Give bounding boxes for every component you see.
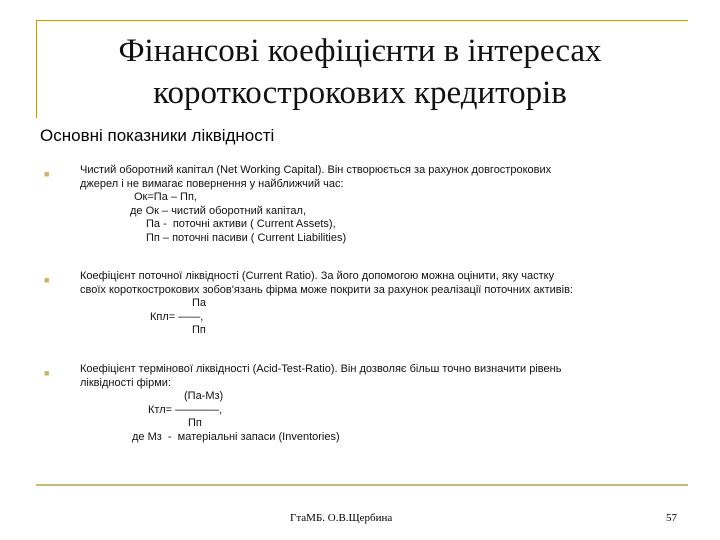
slide-title-line-2: короткострокових кредиторів: [153, 75, 567, 111]
bullet-square-icon: ■: [44, 169, 50, 179]
footer-author: ГтаМБ. О.В.Щербина: [290, 512, 393, 524]
frame-left-line: [36, 20, 37, 118]
item-text-line: ліквідності фірми:: [80, 376, 171, 389]
section-heading: Основні показники ліквідності: [40, 126, 275, 145]
formula-denominator: Пп: [192, 324, 206, 336]
item-text-line: Коефіцієнт поточної ліквідності (Current Ratio). За його допомогою можна оцінити, яку частку: [80, 270, 555, 282]
formula-definition: Па - поточні активи ( Current Assets),: [146, 218, 336, 230]
formula-line: Ок=Па – Пп,: [134, 191, 197, 203]
page-number: 57: [666, 512, 677, 524]
formula-denominator: Пп: [188, 417, 202, 429]
formula-line: Кпл= ——,: [150, 310, 204, 323]
frame-top-line: [36, 20, 688, 21]
slide-title-line-1: Фінансові коефіцієнти в інтересах: [118, 33, 602, 69]
footer-divider: [36, 484, 688, 486]
item-text-line: Чистий оборотний капітал (Net Working Capital). Він створюється за рахунок довгострокових: [80, 164, 552, 176]
formula-definition: Пп – поточні пасиви ( Current Liabilities): [146, 231, 347, 244]
list-item-net-working-capital: [80, 164, 680, 245]
formula-line: Ктл= ————,: [148, 403, 223, 416]
slide-title: [40, 30, 680, 114]
item-text-line: Коефіцієнт термінової ліквідності (Acid-Test-Ratio). Він дозволяє більш точно визначити рівень: [80, 363, 562, 375]
bullet-square-icon: ■: [44, 368, 50, 378]
list-item-acid-test-ratio: [80, 363, 680, 444]
formula-definition: де Мз - матеріальні запаси (Inventories): [132, 430, 340, 443]
list-item-current-ratio: [80, 270, 680, 338]
formula-numerator: Па: [192, 297, 207, 309]
formula-definition: де Ок – чистий оборотний капітал,: [130, 204, 307, 217]
bullet-square-icon: ■: [44, 275, 50, 285]
item-text-line: своїх короткострокових зобов'язань фірма може покрити за рахунок реалізації поточних активів:: [80, 283, 573, 296]
formula-numerator: (Па-Мз): [184, 390, 224, 402]
item-text-line: джерел і не вимагає повернення у найближчий час:: [80, 177, 344, 190]
